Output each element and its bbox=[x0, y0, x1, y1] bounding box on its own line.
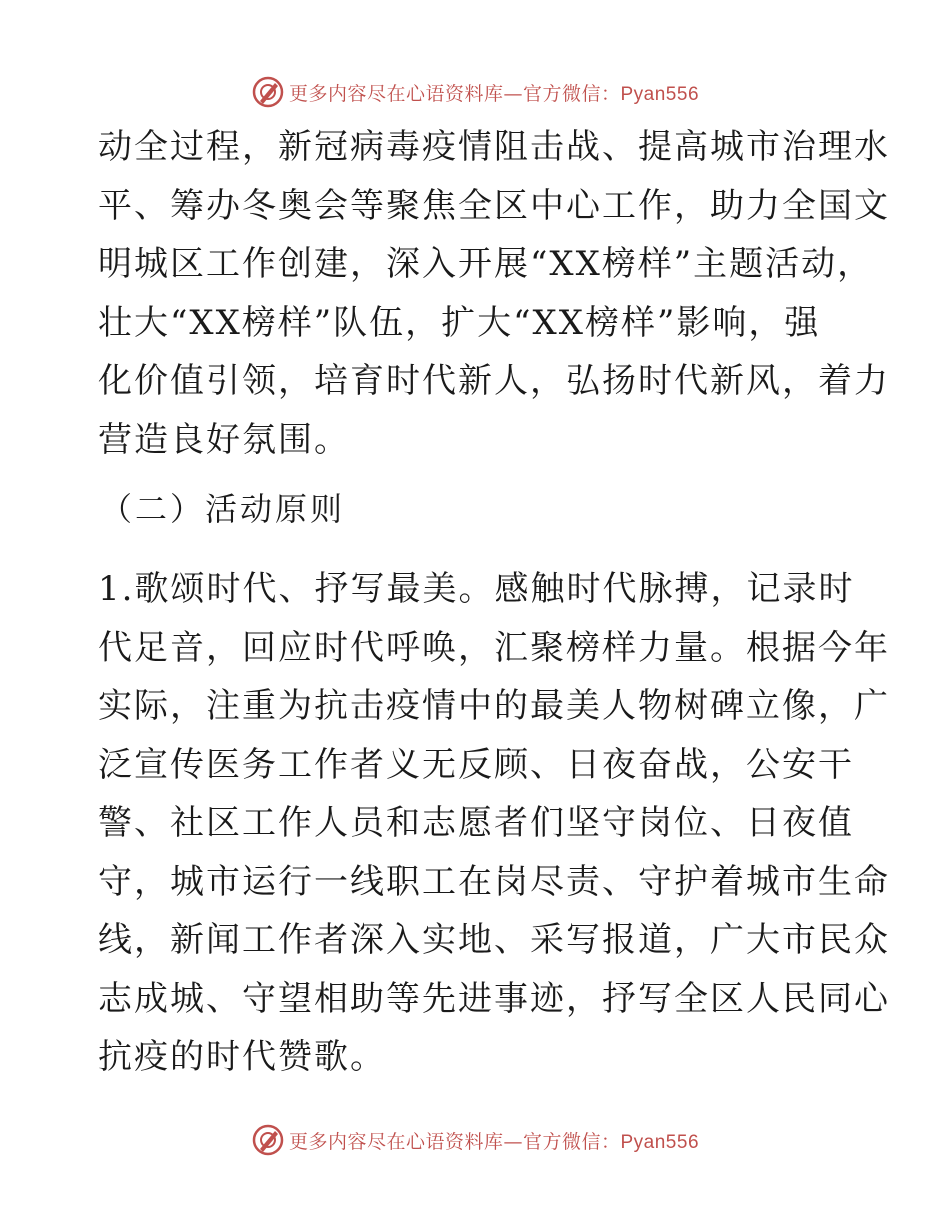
text-line: 抗疫的时代赞歌。 bbox=[98, 1037, 386, 1077]
text-line: 动全过程，新冠病毒疫情阻击战、提高城市治理水 bbox=[98, 127, 890, 167]
text-line: 1.歌颂时代、抒写最美。感触时代脉搏，记录时 bbox=[98, 569, 855, 609]
pen-circle-logo-icon bbox=[251, 75, 285, 109]
text-line: 泛宣传医务工作者义无反顾、日夜奋战，公安干 bbox=[98, 744, 854, 785]
section-heading: （二）活动原则 bbox=[100, 490, 346, 528]
text-line: 守，城市运行一线职工在岗尽责、守护着城市生命 bbox=[98, 861, 890, 902]
header-banner bbox=[0, 72, 950, 112]
text-line: 线，新闻工作者深入实地、采写报道，广大市民众 bbox=[98, 920, 890, 960]
text-line: 营造良好氛围。 bbox=[98, 419, 350, 460]
wechat-id: Pyan556 bbox=[620, 83, 700, 105]
paragraph-1 bbox=[98, 118, 890, 469]
text-line: 实际，注重为抗击疫情中的最美人物树碑立像，广 bbox=[98, 686, 890, 726]
banner-text: 更多内容尽在心语资料库—官方微信：Pyan556 bbox=[288, 82, 700, 105]
text-line: 壮大“XX榜样”队伍，扩大“XX榜样”影响，强 bbox=[98, 302, 821, 343]
footer-banner bbox=[0, 1120, 950, 1160]
text-line: 警、社区工作人员和志愿者们坚守岗位、日夜值 bbox=[98, 803, 854, 843]
text-line: 明城区工作创建，深入开展“XX榜样”主题活动， bbox=[98, 244, 874, 284]
text-line: 代足音，回应时代呼唤，汇聚榜样力量。根据今年 bbox=[98, 627, 890, 668]
pen-circle-logo-icon bbox=[251, 1123, 285, 1157]
wechat-id: Pyan556 bbox=[620, 1131, 700, 1153]
text-line: 化价值引领，培育时代新人，弘扬时代新风，着力 bbox=[98, 361, 890, 401]
banner-text: 更多内容尽在心语资料库—官方微信：Pyan556 bbox=[288, 1130, 700, 1153]
text-line: 平、筹办冬奥会等聚焦全区中心工作，助力全国文 bbox=[98, 185, 890, 226]
text-line: 志成城、守望相助等先进事迹，抒写全区人民同心 bbox=[98, 978, 890, 1019]
paragraph-2 bbox=[98, 560, 890, 1087]
